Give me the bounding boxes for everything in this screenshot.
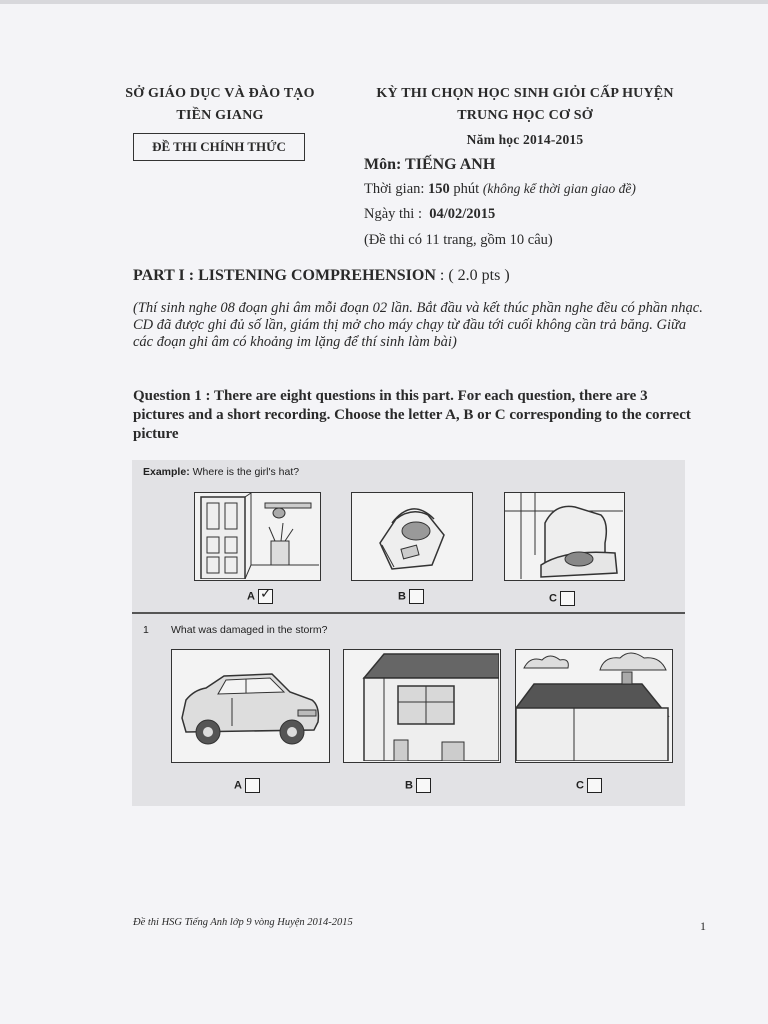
item1-option-a-checkbox[interactable] <box>245 778 260 793</box>
date-value: 04/02/2015 <box>429 206 496 222</box>
time-unit: phút <box>449 181 483 197</box>
example-option-c[interactable] <box>549 591 575 606</box>
item1-option-c-label: C <box>576 779 584 792</box>
example-question-text: Where is the girl's hat? <box>189 466 300 478</box>
department-name: SỞ GIÁO DỤC VÀ ĐÀO TẠO <box>125 86 315 101</box>
item1-question: What was damaged in the storm? <box>171 624 328 636</box>
time-line <box>364 181 636 198</box>
date-line <box>364 206 495 223</box>
example-option-a-label: A <box>247 590 255 603</box>
item1-option-b[interactable] <box>405 778 431 793</box>
official-exam-label: ĐỀ THI CHÍNH THỨC <box>133 133 305 161</box>
time-label: Thời gian: <box>364 181 429 197</box>
roof-picture <box>515 649 673 763</box>
exam-title: KỲ THI CHỌN HỌC SINH GIỎI CẤP HUYỆN <box>376 86 674 101</box>
item1-option-b-label: B <box>405 779 413 792</box>
divider <box>132 612 685 614</box>
date-label: Ngày thi : <box>364 206 426 222</box>
part1-title: PART I : LISTENING COMPREHENSION <box>133 267 436 284</box>
time-note: (không kể thời gian giao đề) <box>482 181 636 196</box>
question1-text: Question 1 : There are eight questions in this part. For each question, there are 3 pictures and a short recording. Choose the letter A, B or C corresponding to the correct picture <box>133 388 691 442</box>
time-value: 150 <box>428 181 450 197</box>
example-option-a-checkbox[interactable] <box>258 585 273 604</box>
item1-option-c-checkbox[interactable] <box>587 778 602 793</box>
item1-option-a-label: A <box>234 779 242 792</box>
example-question <box>143 466 299 478</box>
picture-panel <box>132 460 685 806</box>
checkmark-icon: ✓ <box>259 585 272 601</box>
footer-text: Đề thi HSG Tiếng Anh lớp 9 vòng Huyện 2014-2015 <box>133 917 353 928</box>
example-option-c-checkbox[interactable] <box>560 591 575 606</box>
example-option-b-label: B <box>398 590 406 603</box>
house-window-picture <box>343 649 501 763</box>
pages-note: (Đề thi có 11 trang, gồm 10 câu) <box>364 232 553 248</box>
page-number: 1 <box>700 919 706 933</box>
item1-number: 1 <box>143 624 149 636</box>
part1-points: : ( 2.0 pts ) <box>435 267 510 284</box>
part1-heading <box>133 267 510 285</box>
exam-level: TRUNG HỌC CƠ SỞ <box>457 108 593 123</box>
subject-line <box>364 156 495 174</box>
item1-option-c[interactable] <box>576 778 602 793</box>
province-name: TIỀN GIANG <box>176 108 264 123</box>
example-option-b[interactable] <box>398 589 424 604</box>
listening-instructions: (Thí sinh nghe 08 đoạn ghi âm mỗi đoạn 02 lần. Bắt đầu và kết thúc phần nghe đều có phần nhạc. CD đã được ghi đủ số lần, giám thị mở cho máy chạy từ đầu tới cuối không cần trả băng. Giữa các đoạn ghi âm có khoảng im lặng để thí sinh làm bài) <box>133 300 703 350</box>
door-and-umbrella-stand-picture <box>194 492 321 581</box>
example-option-b-checkbox[interactable] <box>409 589 424 604</box>
item1-option-a[interactable] <box>234 778 260 793</box>
example-option-a[interactable] <box>247 585 273 604</box>
scan-edge <box>0 0 768 4</box>
item1-option-b-checkbox[interactable] <box>416 778 431 793</box>
car-picture <box>171 649 330 763</box>
subject-label: Môn: <box>364 156 406 173</box>
seat-with-hat-picture <box>504 492 625 581</box>
example-label: Example: <box>143 466 190 478</box>
subject-value: TIẾNG ANH <box>405 156 496 173</box>
example-option-c-label: C <box>549 592 557 605</box>
bag-with-hat-picture <box>351 492 473 581</box>
school-year: Năm học 2014-2015 <box>466 132 584 147</box>
